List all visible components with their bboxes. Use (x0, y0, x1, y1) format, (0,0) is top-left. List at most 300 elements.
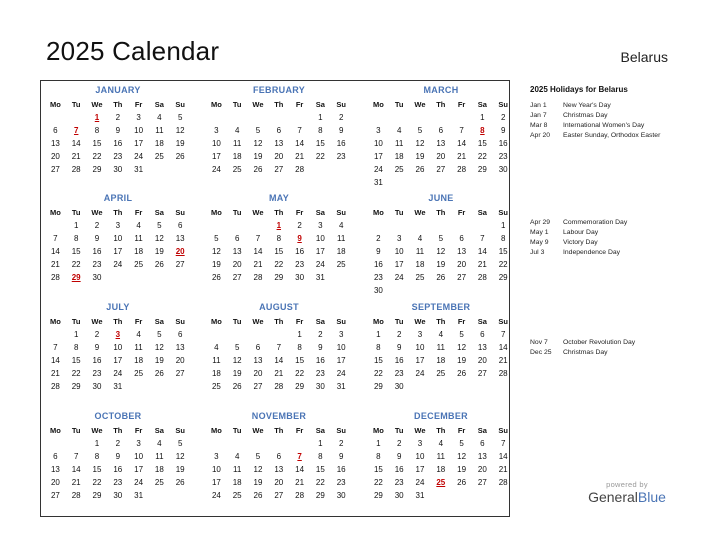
holiday-date: Jul 3 (530, 249, 545, 256)
day-cell: 12 (211, 247, 221, 256)
weekday-header: We (414, 100, 426, 109)
holiday-day-cell: 7 (73, 126, 79, 135)
empty-day-cell (472, 284, 493, 297)
day-cell: 13 (175, 234, 185, 243)
day-cell: 12 (253, 465, 263, 474)
weekday-header-row (368, 99, 514, 111)
day-cell: 31 (315, 273, 325, 282)
day-cell: 23 (295, 260, 305, 269)
day-cell: 11 (233, 465, 242, 474)
day-cell: 8 (318, 452, 323, 461)
day-cell: 13 (477, 452, 487, 461)
day-cell: 7 (500, 439, 506, 448)
holiday-day-cell: 1 (94, 113, 100, 122)
holiday-name: Easter Sunday, Orthodox Easter (563, 132, 661, 139)
empty-day-cell (410, 176, 431, 189)
day-cell: 16 (498, 139, 508, 148)
week-row (368, 476, 514, 489)
week-row (368, 450, 514, 463)
empty-day-cell (472, 176, 493, 189)
day-cell: 29 (477, 165, 487, 174)
month-name: MAY (268, 193, 290, 203)
empty-day-cell (248, 111, 269, 124)
day-cell: 19 (415, 152, 425, 161)
day-cell: 8 (376, 452, 381, 461)
day-cell: 1 (500, 221, 506, 230)
holiday-day-cell: 7 (297, 452, 302, 461)
day-cell: 7 (500, 330, 506, 339)
holiday-day-cell: 3 (115, 330, 121, 339)
weekday-header: Th (436, 100, 446, 109)
day-cell: 24 (394, 273, 404, 282)
empty-day-cell (45, 111, 66, 124)
weekday-header: Mo (372, 426, 384, 435)
day-cell: 5 (255, 452, 261, 461)
day-cell: 18 (436, 465, 446, 474)
day-cell: 18 (134, 247, 144, 256)
day-cell: 28 (498, 369, 508, 378)
day-cell: 28 (457, 165, 467, 174)
day-cell: 13 (477, 343, 487, 352)
week-row (206, 450, 352, 463)
weekday-header: Mo (49, 426, 61, 435)
day-cell: 25 (232, 165, 242, 174)
weekday-header: Su (498, 426, 508, 435)
week-row (206, 328, 352, 341)
day-cell: 25 (134, 260, 144, 269)
day-cell: 16 (394, 356, 404, 365)
day-cell: 14 (50, 247, 60, 256)
holiday-name: Christmas Day (563, 349, 608, 356)
day-cell: 1 (73, 330, 79, 339)
day-cell: 2 (115, 113, 121, 122)
week-row (45, 258, 191, 271)
day-cell: 12 (154, 343, 164, 352)
day-cell: 12 (436, 247, 446, 256)
day-cell: 26 (436, 273, 446, 282)
weekday-header: Su (498, 317, 508, 326)
day-cell: 6 (53, 452, 58, 461)
week-row (45, 437, 191, 450)
day-cell: 3 (396, 234, 402, 243)
day-cell: 6 (177, 330, 183, 339)
day-cell: 8 (318, 126, 323, 135)
month-name: FEBRUARY (252, 85, 306, 95)
day-cell: 20 (50, 478, 60, 487)
month-name: SEPTEMBER (411, 302, 471, 312)
day-cell: 24 (113, 260, 123, 269)
day-cell: 22 (92, 152, 102, 161)
weekday-header: We (91, 426, 103, 435)
day-cell: 21 (498, 465, 508, 474)
weekday-header: Su (175, 208, 185, 217)
day-cell: 7 (53, 343, 58, 352)
day-cell: 1 (376, 330, 381, 339)
month-name: JANUARY (95, 85, 141, 95)
weekday-header: Fr (134, 317, 143, 326)
weekday-header: Tu (232, 100, 242, 109)
day-cell: 20 (457, 260, 467, 269)
day-cell: 21 (71, 152, 81, 161)
week-row (368, 219, 514, 232)
day-cell: 18 (232, 152, 242, 161)
weekday-header-row (45, 316, 191, 328)
day-cell: 6 (255, 343, 261, 352)
holiday-name: Independence Day (563, 249, 621, 256)
day-cell: 24 (336, 369, 346, 378)
month-april (45, 192, 191, 284)
day-cell: 26 (154, 260, 164, 269)
day-cell: 1 (318, 439, 323, 448)
empty-day-cell (248, 437, 269, 450)
day-cell: 18 (436, 356, 446, 365)
week-row (206, 111, 352, 124)
day-cell: 4 (438, 330, 444, 339)
weekday-header: Th (274, 317, 284, 326)
day-cell: 22 (71, 369, 81, 378)
day-cell: 17 (211, 152, 221, 161)
empty-day-cell (45, 219, 66, 232)
weekday-header: Fr (134, 208, 143, 217)
empty-day-cell (206, 111, 227, 124)
day-cell: 2 (338, 113, 344, 122)
day-cell: 3 (214, 452, 219, 461)
day-cell: 8 (376, 343, 381, 352)
weekday-header: Fr (457, 100, 466, 109)
empty-day-cell (227, 437, 248, 450)
weekday-header: Th (436, 317, 446, 326)
day-cell: 19 (457, 465, 467, 474)
day-cell: 22 (315, 152, 325, 161)
day-cell: 7 (255, 234, 261, 243)
day-cell: 3 (115, 221, 121, 230)
day-cell: 2 (396, 439, 402, 448)
page-title: 2025 Calendar (46, 36, 220, 66)
weekday-header: We (91, 208, 103, 217)
day-cell: 3 (338, 330, 344, 339)
week-row (45, 245, 191, 258)
empty-day-cell (206, 328, 227, 341)
day-cell: 6 (438, 126, 444, 135)
day-cell: 19 (175, 139, 185, 148)
weekday-header: Fr (295, 426, 304, 435)
weekday-header: Th (436, 426, 446, 435)
holiday-group (530, 338, 700, 358)
weekday-header: Sa (154, 208, 164, 217)
weekday-header: Sa (477, 317, 487, 326)
day-cell: 23 (336, 152, 346, 161)
day-cell: 6 (480, 439, 485, 448)
day-cell: 10 (336, 343, 346, 352)
day-cell: 4 (234, 126, 240, 135)
day-cell: 26 (253, 491, 263, 500)
day-cell: 27 (436, 165, 446, 174)
day-cell: 12 (175, 452, 185, 461)
day-cell: 16 (315, 356, 325, 365)
day-cell: 31 (415, 491, 425, 500)
weekday-header-row (45, 207, 191, 219)
day-cell: 4 (417, 234, 423, 243)
day-cell: 15 (92, 139, 102, 148)
holiday-date: Mar 8 (530, 122, 548, 129)
empty-day-cell (389, 176, 410, 189)
day-cell: 5 (157, 330, 162, 339)
day-cell: 23 (336, 478, 346, 487)
calendar-grid (40, 80, 510, 517)
month-name: AUGUST (259, 302, 299, 312)
day-cell: 17 (315, 247, 325, 256)
empty-day-cell (472, 489, 493, 502)
day-cell: 26 (232, 382, 242, 391)
day-cell: 11 (436, 343, 445, 352)
day-cell: 5 (214, 234, 219, 243)
day-cell: 28 (295, 491, 305, 500)
day-cell: 21 (498, 356, 508, 365)
week-row (45, 476, 191, 489)
day-cell: 29 (92, 165, 102, 174)
day-cell: 8 (73, 234, 79, 243)
day-cell: 26 (154, 369, 164, 378)
weekday-header-row (45, 425, 191, 437)
day-cell: 17 (211, 478, 221, 487)
day-cell: 20 (175, 356, 185, 365)
day-cell: 8 (276, 234, 282, 243)
weekday-header: Su (336, 100, 346, 109)
day-cell: 22 (498, 260, 508, 269)
month-february (206, 84, 352, 176)
day-cell: 22 (92, 478, 102, 487)
day-cell: 10 (394, 247, 404, 256)
day-cell: 3 (136, 439, 141, 448)
day-cell: 28 (477, 273, 487, 282)
weekday-header: Sa (477, 426, 487, 435)
day-cell: 1 (297, 330, 302, 339)
day-cell: 31 (336, 382, 346, 391)
day-cell: 18 (232, 478, 242, 487)
day-cell: 21 (477, 260, 487, 269)
day-cell: 17 (373, 152, 383, 161)
day-cell: 25 (134, 369, 144, 378)
week-row (368, 245, 514, 258)
holiday-item (530, 218, 700, 228)
weekday-header: Sa (154, 317, 164, 326)
day-cell: 21 (50, 369, 60, 378)
empty-day-cell (66, 111, 87, 124)
weekday-header: We (252, 208, 264, 217)
empty-day-cell (389, 284, 410, 297)
day-cell: 24 (134, 478, 144, 487)
day-cell: 9 (396, 343, 402, 352)
day-cell: 19 (253, 152, 263, 161)
day-cell: 26 (175, 152, 185, 161)
week-row (45, 271, 191, 284)
empty-day-cell (451, 219, 472, 232)
empty-day-cell (268, 437, 289, 450)
holiday-item (530, 111, 700, 121)
day-cell: 14 (274, 356, 284, 365)
day-cell: 26 (415, 165, 425, 174)
month-september (368, 301, 514, 393)
empty-day-cell (451, 380, 472, 393)
empty-day-cell (289, 437, 310, 450)
day-cell: 22 (373, 369, 383, 378)
day-cell: 13 (457, 247, 467, 256)
day-cell: 27 (232, 273, 242, 282)
weekday-header: Fr (295, 208, 304, 217)
empty-day-cell (206, 219, 227, 232)
day-cell: 15 (373, 465, 383, 474)
day-cell: 26 (457, 369, 467, 378)
week-row (368, 271, 514, 284)
day-cell: 19 (175, 465, 185, 474)
empty-day-cell (268, 111, 289, 124)
empty-day-cell (493, 284, 514, 297)
brand-logo[interactable] (584, 480, 670, 505)
weekday-header: Fr (134, 100, 143, 109)
day-cell: 5 (459, 330, 464, 339)
day-cell: 16 (92, 356, 102, 365)
day-cell: 16 (92, 247, 102, 256)
day-cell: 31 (134, 491, 144, 500)
empty-day-cell (310, 163, 331, 176)
holiday-day-cell: 1 (276, 221, 282, 230)
weekday-header: Tu (232, 317, 242, 326)
day-cell: 16 (113, 139, 123, 148)
weekday-header: Sa (315, 100, 325, 109)
day-cell: 15 (295, 356, 305, 365)
weekday-header: Sa (315, 208, 325, 217)
month-july (45, 301, 191, 393)
day-cell: 6 (53, 126, 58, 135)
day-cell: 12 (232, 356, 242, 365)
holiday-item (530, 238, 700, 248)
day-cell: 11 (134, 343, 143, 352)
week-row (45, 354, 191, 367)
empty-day-cell (289, 111, 310, 124)
day-cell: 30 (295, 273, 305, 282)
holiday-name: October Revolution Day (563, 339, 636, 346)
day-cell: 3 (318, 221, 323, 230)
day-cell: 20 (477, 465, 487, 474)
day-cell: 22 (315, 478, 325, 487)
day-cell: 19 (457, 356, 467, 365)
day-cell: 30 (113, 491, 123, 500)
holiday-day-cell: 29 (71, 273, 81, 282)
weekday-header: Su (498, 100, 508, 109)
weekday-header: Mo (210, 208, 222, 217)
holiday-item (530, 121, 700, 131)
day-cell: 14 (295, 465, 305, 474)
day-cell: 9 (338, 452, 344, 461)
week-row (45, 489, 191, 502)
powered-by-label: powered by (606, 480, 648, 489)
week-row (368, 437, 514, 450)
empty-day-cell (45, 328, 66, 341)
month-name: MARCH (423, 85, 459, 95)
day-cell: 30 (92, 273, 102, 282)
day-cell: 28 (71, 165, 81, 174)
day-cell: 30 (113, 165, 123, 174)
holiday-date: May 1 (530, 229, 549, 236)
day-cell: 21 (274, 369, 284, 378)
day-cell: 18 (154, 139, 164, 148)
day-cell: 27 (457, 273, 467, 282)
day-cell: 17 (394, 260, 404, 269)
week-row (206, 232, 352, 245)
day-cell: 23 (315, 369, 325, 378)
day-cell: 23 (92, 369, 102, 378)
day-cell: 9 (94, 343, 100, 352)
empty-day-cell (430, 111, 451, 124)
week-row (368, 258, 514, 271)
day-cell: 2 (376, 234, 381, 243)
holiday-day-cell: 20 (175, 247, 185, 256)
day-cell: 15 (315, 465, 325, 474)
day-cell: 15 (92, 465, 102, 474)
day-cell: 24 (211, 491, 221, 500)
empty-day-cell (472, 380, 493, 393)
day-cell: 14 (477, 247, 487, 256)
day-cell: 5 (417, 126, 423, 135)
day-cell: 22 (477, 152, 487, 161)
holiday-date: Apr 20 (530, 132, 551, 139)
day-cell: 14 (498, 343, 508, 352)
empty-day-cell (66, 437, 87, 450)
month-name: OCTOBER (94, 411, 142, 421)
month-name: DECEMBER (414, 411, 468, 421)
week-row (45, 367, 191, 380)
day-cell: 12 (457, 452, 467, 461)
day-cell: 28 (295, 165, 305, 174)
day-cell: 24 (315, 260, 325, 269)
day-cell: 27 (175, 260, 185, 269)
empty-day-cell (331, 271, 352, 284)
day-cell: 4 (438, 439, 444, 448)
day-cell: 4 (157, 439, 162, 448)
week-row (368, 367, 514, 380)
week-row (206, 124, 352, 137)
day-cell: 2 (94, 221, 100, 230)
week-row (206, 463, 352, 476)
empty-day-cell (451, 176, 472, 189)
day-cell: 16 (295, 247, 305, 256)
day-cell: 9 (318, 343, 323, 352)
empty-day-cell (170, 163, 191, 176)
weekday-header: Tu (394, 100, 404, 109)
weekday-header: Th (113, 317, 123, 326)
day-cell: 1 (376, 439, 381, 448)
week-row (45, 111, 191, 124)
weekday-header: We (91, 100, 103, 109)
day-cell: 21 (253, 260, 263, 269)
day-cell: 17 (134, 139, 144, 148)
day-cell: 7 (73, 452, 79, 461)
week-row (206, 271, 352, 284)
day-cell: 3 (214, 126, 219, 135)
day-cell: 19 (232, 369, 242, 378)
empty-day-cell (410, 380, 431, 393)
holiday-day-cell: 25 (436, 478, 446, 487)
day-cell: 11 (134, 234, 143, 243)
empty-day-cell (268, 328, 289, 341)
holiday-item (530, 338, 700, 348)
weekday-header: Th (436, 208, 446, 217)
day-cell: 17 (113, 356, 123, 365)
weekday-header: Tu (232, 208, 242, 217)
day-cell: 16 (373, 260, 383, 269)
day-cell: 20 (50, 152, 60, 161)
week-row (45, 380, 191, 393)
